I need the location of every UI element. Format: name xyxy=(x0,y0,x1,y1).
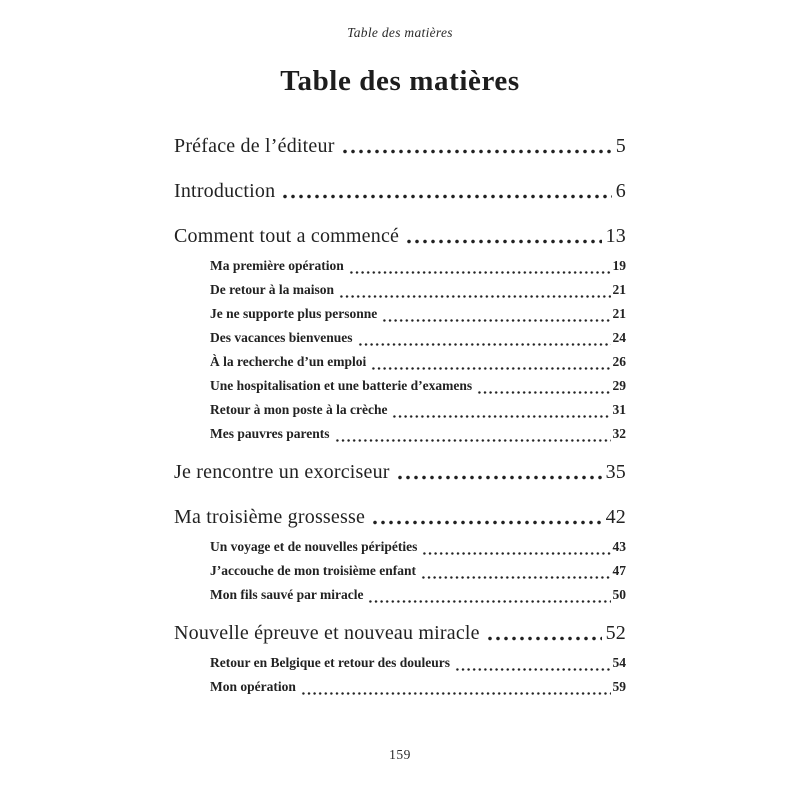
dot-leader xyxy=(282,178,612,204)
dot-leader xyxy=(335,422,611,446)
toc-entry xyxy=(174,620,626,646)
toc-entry xyxy=(174,223,626,249)
dot-leader xyxy=(358,326,611,350)
toc-entry-page: 6 xyxy=(615,180,626,202)
dot-leader xyxy=(382,302,610,326)
page-number: 159 xyxy=(389,747,411,762)
toc-entry-page: 35 xyxy=(605,461,626,483)
toc-entry-label: Préface de l’éditeur xyxy=(174,135,335,157)
toc-entry xyxy=(174,133,626,159)
toc-entry xyxy=(174,178,626,204)
toc-entry-label: Je ne supporte plus personne xyxy=(210,306,378,321)
dot-leader xyxy=(368,583,610,607)
toc-entry xyxy=(174,583,626,607)
toc-entry-page: 43 xyxy=(612,539,626,554)
toc-entry xyxy=(174,326,626,350)
running-head: Table des matières xyxy=(347,25,453,40)
dot-leader xyxy=(372,504,602,530)
toc-entry xyxy=(174,651,626,675)
toc-entry xyxy=(174,422,626,446)
dot-leader xyxy=(349,254,611,278)
toc-entry xyxy=(174,675,626,699)
toc-entry-page: 19 xyxy=(612,258,626,273)
toc-entry-label: De retour à la maison xyxy=(210,282,334,297)
toc-entry-label: Je rencontre un exorciseur xyxy=(174,461,390,483)
toc-entry-label: Une hospitalisation et une batterie d’examens xyxy=(210,378,473,393)
toc-entry-page: 31 xyxy=(612,402,626,417)
dot-leader xyxy=(455,651,611,675)
dot-leader xyxy=(477,374,610,398)
toc-entry-label: Introduction xyxy=(174,180,276,202)
dot-leader xyxy=(301,675,611,699)
toc-entry-label: Des vacances bienvenues xyxy=(210,330,353,345)
toc-entry xyxy=(174,504,626,530)
toc-entry-page: 47 xyxy=(612,563,626,578)
dot-leader xyxy=(339,278,611,302)
toc-entry-page: 13 xyxy=(605,225,626,247)
toc-entry-label: Ma troisième grossesse xyxy=(174,506,366,528)
toc-entry xyxy=(174,398,626,422)
dot-leader xyxy=(406,223,601,249)
toc-entry-page: 50 xyxy=(612,587,626,602)
dot-leader xyxy=(421,559,611,583)
toc-entry-label: Mon opération xyxy=(210,679,296,694)
toc-entry xyxy=(174,302,626,326)
toc-entry-page: 29 xyxy=(612,378,626,393)
toc-entry-label: Comment tout a commencé xyxy=(174,225,400,247)
dot-leader xyxy=(392,398,610,422)
toc-entry-page: 32 xyxy=(612,426,626,441)
dot-leader xyxy=(397,459,602,485)
toc-entry-label: Un voyage et de nouvelles péripéties xyxy=(210,539,418,554)
table-of-contents xyxy=(174,133,626,699)
toc-entry-label: À la recherche d’un emploi xyxy=(210,354,367,369)
toc-entry-page: 54 xyxy=(612,655,626,670)
toc-entry xyxy=(174,254,626,278)
dot-leader xyxy=(487,620,602,646)
dot-leader xyxy=(342,133,612,159)
toc-entry-page: 5 xyxy=(615,135,626,157)
toc-entry xyxy=(174,278,626,302)
toc-entry-label: J’accouche de mon troisième enfant xyxy=(210,563,416,578)
dot-leader xyxy=(422,535,610,559)
toc-entry-page: 52 xyxy=(605,622,626,644)
toc-entry-label: Retour en Belgique et retour des douleurs xyxy=(210,655,450,670)
toc-entry-label: Nouvelle épreuve et nouveau miracle xyxy=(174,622,480,644)
toc-entry-page: 42 xyxy=(605,506,626,528)
toc-entry-page: 59 xyxy=(612,679,626,694)
toc-entry-page: 21 xyxy=(612,282,626,297)
dot-leader xyxy=(371,350,610,374)
page-title: Table des matières xyxy=(280,65,520,97)
toc-entry-label: Mes pauvres parents xyxy=(210,426,330,441)
toc-entry xyxy=(174,374,626,398)
toc-entry-label: Mon fils sauvé par miracle xyxy=(210,587,364,602)
toc-entry-page: 26 xyxy=(612,354,626,369)
toc-entry xyxy=(174,459,626,485)
toc-entry-label: Retour à mon poste à la crèche xyxy=(210,402,388,417)
toc-entry xyxy=(174,535,626,559)
toc-entry-page: 21 xyxy=(612,306,626,321)
toc-entry xyxy=(174,559,626,583)
toc-entry xyxy=(174,350,626,374)
toc-entry-page: 24 xyxy=(612,330,626,345)
toc-entry-label: Ma première opération xyxy=(210,258,344,273)
